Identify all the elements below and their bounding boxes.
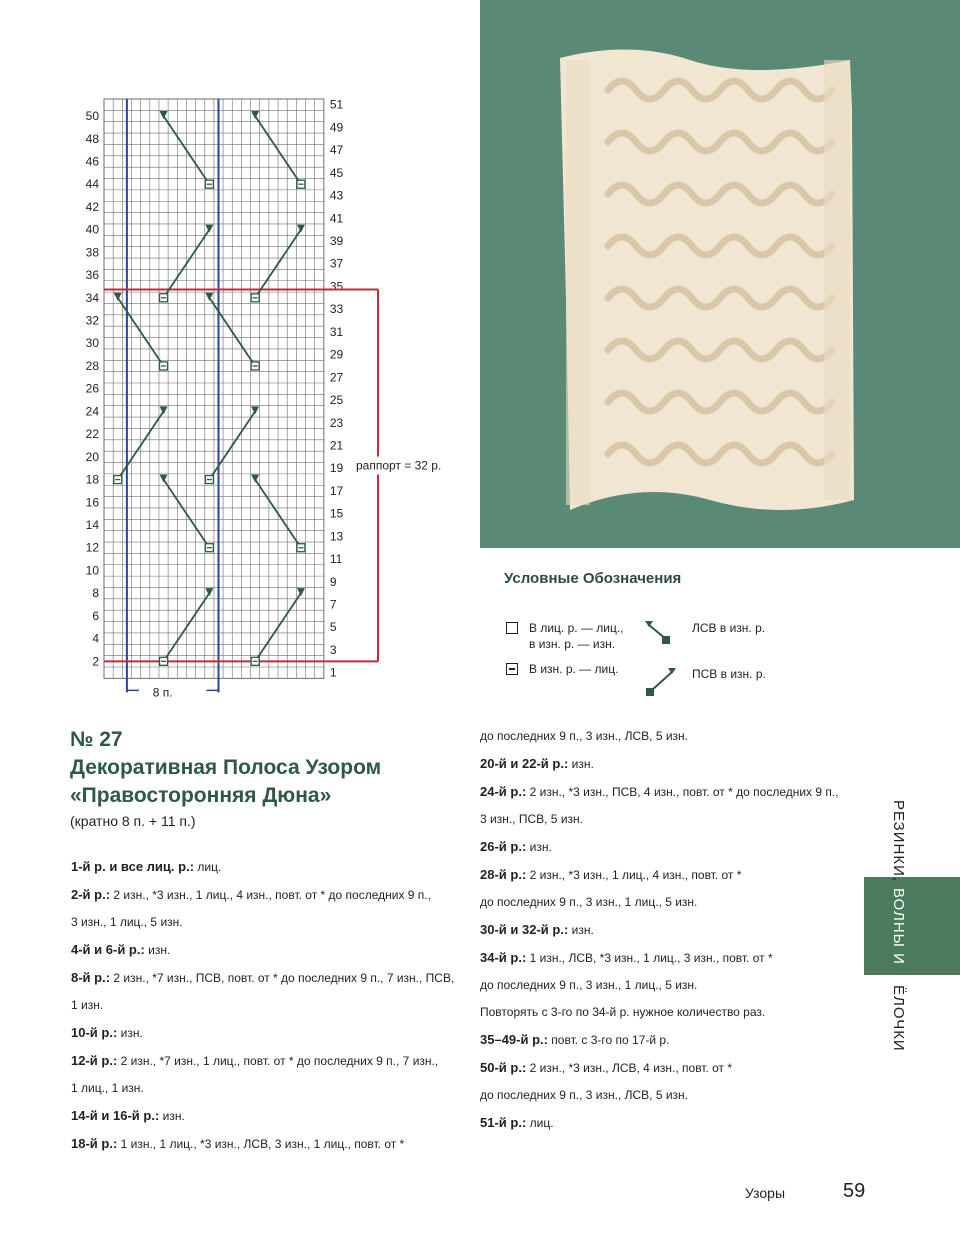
row-number-left: 14 xyxy=(85,518,99,532)
row-number-left: 30 xyxy=(85,336,99,351)
row-number-left: 18 xyxy=(85,472,99,487)
row-text: до последних 9 п., 3 изн., ЛСВ, 5 изн. xyxy=(480,1088,688,1102)
side-nav-item1: РЕЗИНКИ, xyxy=(890,800,907,883)
row-number-left: 12 xyxy=(85,540,99,555)
row-number-right: 1 xyxy=(329,665,337,680)
pattern-title-line2: «Правосторонняя Дюна» xyxy=(70,784,332,807)
row-text: Повторять с 3-го по 34-й р. нужное количество раз. xyxy=(480,1005,766,1019)
row-text: 1 изн., ЛСВ, *3 изн., 1 лиц., 3 изн., повт. от * xyxy=(526,951,773,965)
row-number-left: 50 xyxy=(85,109,99,124)
side-nav-item3: ЁЛОЧКИ xyxy=(890,985,907,1052)
row-number-right: 43 xyxy=(329,188,344,203)
garter-border-right xyxy=(824,60,850,500)
side-nav xyxy=(880,800,920,1060)
row-number-left: 48 xyxy=(85,131,99,146)
row-number-right: 47 xyxy=(329,143,344,158)
instruction-line xyxy=(480,723,839,750)
row-text: изн. xyxy=(526,840,552,854)
garter-border-left xyxy=(566,60,590,505)
instruction-line xyxy=(71,1047,454,1075)
pattern-title xyxy=(70,754,470,810)
row-text: изн. xyxy=(144,943,171,957)
instruction-line xyxy=(71,964,454,992)
row-label: 30-й и 32-й р.: xyxy=(480,922,569,937)
instruction-line xyxy=(71,992,454,1019)
instruction-line xyxy=(480,806,839,833)
row-text: 2 изн., *3 изн., ПСВ, 4 изн., повт. от * до последних 9 п., xyxy=(526,785,839,799)
row-text: 2 изн., *7 изн., ПСВ, повт. от * до последних 9 п., 7 изн., ПСВ, xyxy=(110,971,455,985)
row-number-left: 34 xyxy=(85,290,99,305)
row-number-left: 32 xyxy=(85,313,99,328)
row-number-left: 26 xyxy=(85,381,99,396)
row-label: 1-й р. и все лиц. р.: xyxy=(71,859,195,874)
minus-square-icon xyxy=(506,663,518,675)
row-text: 3 изн., 1 лиц., 5 изн. xyxy=(71,915,183,929)
row-number-right: 11 xyxy=(329,552,343,567)
legend-knit-line1: В лиц. р. — лиц., xyxy=(529,621,624,635)
row-number-right: 49 xyxy=(329,120,344,135)
page-number: 59 xyxy=(843,1180,866,1202)
row-number-left: 6 xyxy=(92,608,99,623)
row-text: до последних 9 п., 3 изн., ЛСВ, 5 изн. xyxy=(480,729,688,743)
row-text: изн. xyxy=(159,1109,185,1123)
row-text: лиц. xyxy=(526,1116,554,1130)
legend-title: Условные Обозначения xyxy=(504,570,682,587)
row-number-right: 33 xyxy=(329,302,344,317)
side-nav-item2: ВОЛНЫ И xyxy=(890,888,907,965)
row-number-right: 25 xyxy=(329,393,344,408)
row-number-left: 36 xyxy=(85,268,99,283)
row-number-left: 40 xyxy=(85,222,99,237)
instruction-line xyxy=(480,916,839,944)
row-text: изн. xyxy=(117,1026,143,1040)
row-label: 18-й р.: xyxy=(71,1136,118,1151)
row-number-right: 37 xyxy=(329,256,344,271)
row-label: 51-й р.: xyxy=(480,1115,527,1130)
legend-lcv: ЛСВ в изн. р. xyxy=(692,621,766,635)
pattern-title-line1: Декоративная Полоса Узором xyxy=(70,756,382,779)
row-number-right: 39 xyxy=(329,234,344,248)
row-text: 2 изн., *7 изн., 1 лиц., повт. от * до последних 9 п., 7 изн., xyxy=(117,1054,439,1068)
legend-purl: В изн. р. — лиц. xyxy=(529,662,619,676)
legend-knit-line2: в изн. р. — изн. xyxy=(529,637,616,651)
row-label: 20-й и 22-й р.: xyxy=(480,756,569,771)
row-number-left: 2 xyxy=(92,654,99,669)
row-number-right: 17 xyxy=(329,483,344,498)
instruction-line xyxy=(480,861,839,889)
row-text: изн. xyxy=(568,757,594,771)
row-text: 1 изн. xyxy=(71,998,104,1012)
row-number-right: 23 xyxy=(329,415,344,430)
row-number-right: 29 xyxy=(329,347,344,362)
row-number-right: 5 xyxy=(329,620,337,635)
row-number-left: 24 xyxy=(85,404,99,419)
row-text: 1 лиц., 1 изн. xyxy=(71,1081,144,1095)
row-text: лиц. xyxy=(194,860,222,874)
row-label: 12-й р.: xyxy=(71,1053,118,1068)
instruction-line xyxy=(480,1109,839,1137)
row-label: 14-й и 16-й р.: xyxy=(71,1108,160,1123)
instruction-line xyxy=(71,1019,454,1047)
row-number-left: 20 xyxy=(85,449,99,464)
row-number-left: 4 xyxy=(92,631,99,646)
instruction-line xyxy=(71,1130,454,1158)
row-label: 10-й р.: xyxy=(71,1025,118,1040)
row-text: до последних 9 п., 3 изн., 1 лиц., 5 изн. xyxy=(480,895,698,909)
row-number-left: 46 xyxy=(85,154,99,169)
row-number-right: 19 xyxy=(329,461,344,476)
row-label: 34-й р.: xyxy=(480,950,527,965)
stitch-repeat-label: 8 п. xyxy=(152,685,173,700)
instruction-line xyxy=(480,889,839,916)
legend-pcv: ПСВ в изн. р. xyxy=(692,667,766,681)
row-number-left: 28 xyxy=(85,358,99,373)
instructions-right-column xyxy=(480,723,839,1137)
instruction-line xyxy=(71,909,454,936)
row-label: 35–49-й р.: xyxy=(480,1032,548,1047)
row-label: 50-й р.: xyxy=(480,1060,527,1075)
row-number-right: 41 xyxy=(329,211,344,226)
row-number-left: 42 xyxy=(85,199,99,214)
instruction-line xyxy=(71,1102,454,1130)
pattern-number: № 27 xyxy=(70,728,123,751)
instruction-line xyxy=(71,936,454,964)
row-label: 2-й р.: xyxy=(71,887,111,902)
row-number-right: 51 xyxy=(329,97,344,112)
footer-section: Узоры xyxy=(745,1185,786,1201)
repeat-label: раппорт = 32 р. xyxy=(356,458,442,473)
fabric-swatch xyxy=(560,49,854,510)
row-text: повт. с 3-го по 17-й р. xyxy=(547,1033,670,1047)
instruction-line xyxy=(480,1082,839,1109)
instruction-line xyxy=(480,833,839,861)
row-number-left: 16 xyxy=(85,495,99,510)
row-label: 28-й р.: xyxy=(480,867,527,882)
instruction-line xyxy=(480,778,839,806)
instructions-left-column xyxy=(71,853,454,1158)
row-number-right: 15 xyxy=(329,506,344,521)
row-text: 2 изн., *3 изн., 1 лиц., 4 изн., повт. от * xyxy=(526,868,742,882)
row-number-right: 9 xyxy=(329,574,337,589)
row-text: 1 изн., 1 лиц., *3 изн., ЛСВ, 3 изн., 1 лиц., повт. от * xyxy=(117,1137,405,1151)
empty-square-icon xyxy=(506,622,518,634)
row-text: 3 изн., ПСВ, 5 изн. xyxy=(480,812,583,826)
instruction-line xyxy=(480,972,839,999)
row-label: 4-й и 6-й р.: xyxy=(71,942,145,957)
row-number-right: 3 xyxy=(329,642,337,657)
row-number-left: 38 xyxy=(85,245,99,260)
row-number-right: 27 xyxy=(329,370,344,385)
instruction-line xyxy=(71,1075,454,1102)
right-cross-icon xyxy=(640,664,676,698)
instruction-line xyxy=(480,999,839,1026)
row-text: 2 изн., *3 изн., 1 лиц., 4 изн., повт. от * до последних 9 п., xyxy=(110,888,431,902)
row-number-right: 7 xyxy=(329,597,337,612)
row-text: 2 изн., *3 изн., ЛСВ, 4 изн., повт. от * xyxy=(526,1061,733,1075)
row-number-right: 13 xyxy=(329,529,344,544)
knitting-chart xyxy=(0,0,470,710)
row-number-left: 8 xyxy=(92,586,99,601)
row-number-right: 31 xyxy=(329,324,344,339)
row-label: 24-й р.: xyxy=(480,784,527,799)
instruction-line xyxy=(480,1026,839,1054)
row-number-left: 44 xyxy=(85,177,99,192)
row-text: изн. xyxy=(568,923,594,937)
left-cross-icon xyxy=(640,617,676,647)
row-label: 26-й р.: xyxy=(480,839,527,854)
row-number-right: 21 xyxy=(329,438,344,453)
row-number-right: 35 xyxy=(329,279,344,294)
row-label: 8-й р.: xyxy=(71,970,111,985)
instruction-line xyxy=(480,750,839,778)
instruction-line xyxy=(480,944,839,972)
row-number-left: 22 xyxy=(85,427,99,442)
instruction-line xyxy=(480,1054,839,1082)
pattern-subtitle: (кратно 8 п. + 11 п.) xyxy=(70,813,196,829)
knitted-sample-photo xyxy=(480,0,960,548)
legend-knit xyxy=(529,620,624,652)
instruction-line xyxy=(71,853,454,881)
row-number-left: 10 xyxy=(85,563,99,578)
row-text: до последних 9 п., 3 изн., 1 лиц., 5 изн. xyxy=(480,978,698,992)
instruction-line xyxy=(71,881,454,909)
row-number-right: 45 xyxy=(329,165,344,180)
